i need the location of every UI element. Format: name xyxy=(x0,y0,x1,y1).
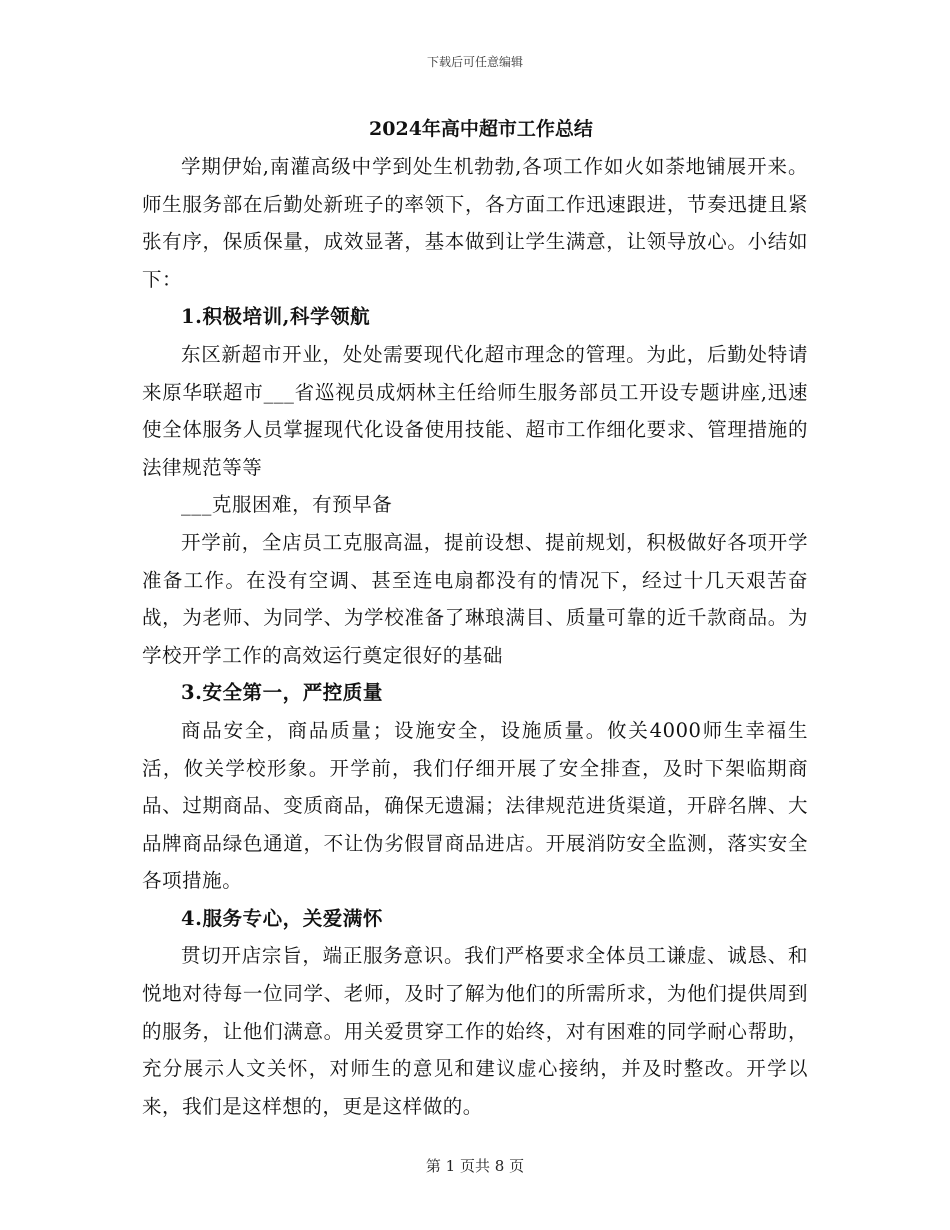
section-2-paragraph: 开学前，全店员工克服高温，提前设想、提前规划，积极做好各项开学准备工作。在没有空调、甚至连电扇都没有的情况下，经过十几天艰苦奋战，为老师、为同学、为学校准备了琳琅满目、质量可靠的近千款商品。为学校开学工作的高效运行奠定很好的基础 xyxy=(142,530,808,667)
document-body xyxy=(142,110,808,1125)
section-heading-2: ___克服困难，有预早备 xyxy=(181,493,393,517)
section-heading-3: 3.安全第一，严控质量 xyxy=(181,681,383,705)
intro-paragraph: 学期伊始,南灌高级中学到处生机勃勃,各项工作如火如荼地铺展开来。师生服务部在后勤处新班子的率领下，各方面工作迅速跟进，节奏迅捷且紧张有序，保质保量，成效显著，基本做到让学生满意，让领导放心。小结如下： xyxy=(142,155,808,291)
section-heading-4: 4.服务专心，关爱满怀 xyxy=(181,906,383,930)
header-note: 下载后可任意编辑 xyxy=(426,55,523,69)
document-title: 2024年高中超市工作总结 xyxy=(369,118,593,140)
section-heading-1: 1.积极培训,科学领航 xyxy=(181,305,371,329)
section-4-paragraph: 贯切开店宗旨，端正服务意识。我们严格要求全体员工谦虚、诚恳、和悦地对待每一位同学、老师，及时了解为他们的所需所求，为他们提供周到的服务，让他们满意。用关爱贯穿工作的始终，对有困难的同学耐心帮助，充分展示人文关怀，对师生的意见和建议虚心接纳，并及时整改。开学以来，我们是这样想的，更是这样做的。 xyxy=(142,944,808,1118)
page-footer: 第 1 页共 8 页 xyxy=(425,1157,525,1175)
section-1-paragraph: 东区新超市开业，处处需要现代化超市理念的管理。为此，后勤处特请来原华联超市___省巡视员成炳林主任给师生服务部员工开设专题讲座,迅速使全体服务人员掌握现代化设备使用技能、超市工作细化要求、管理措施的法律规范等等 xyxy=(142,342,808,479)
section-3-paragraph: 商品安全，商品质量；设施安全，设施质量。攸关4000师生幸福生活，攸关学校形象。开学前，我们仔细开展了安全排查，及时下架临期商品、过期商品、变质商品，确保无遗漏；法律规范进货渠道，开辟名牌、大品牌商品绿色通道，不让伪劣假冒商品进店。开展消防安全监测，落实安全各项措施。 xyxy=(142,718,808,893)
